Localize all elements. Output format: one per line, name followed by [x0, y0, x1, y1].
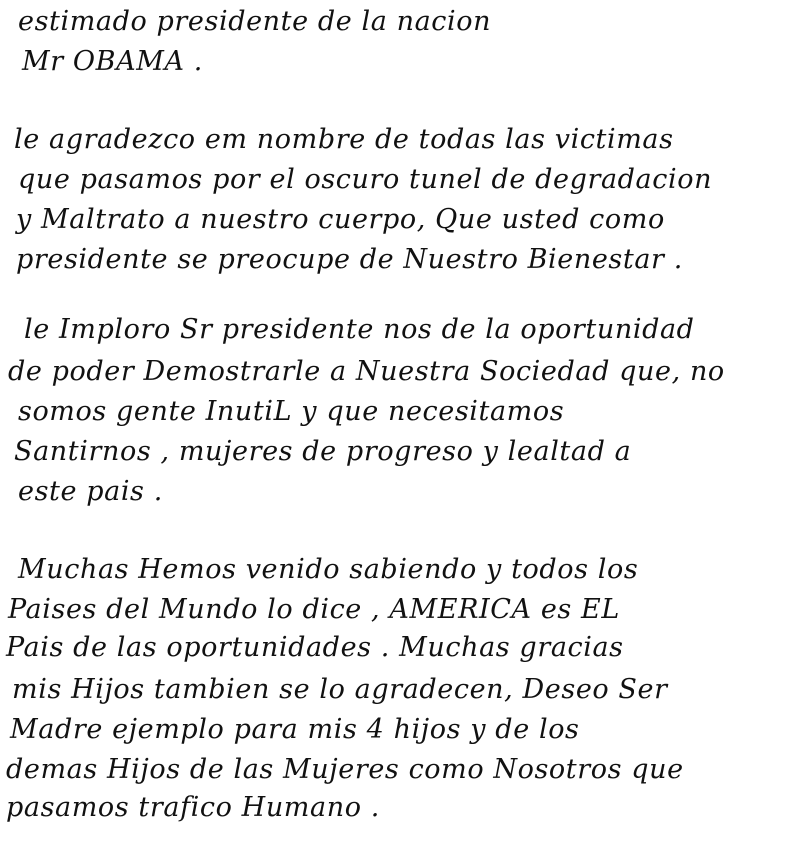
- paragraph-line: que pasamos por el oscuro tunel de degradacion: [18, 164, 713, 195]
- paragraph-line: le agradezco em nombre de todas las victimas: [14, 124, 674, 155]
- paragraph-line: Paises del Mundo lo dice , AMERICA es EL: [8, 594, 620, 625]
- paragraph-line: Pais de las oportunidades . Muchas gracias: [6, 632, 624, 663]
- paragraph-line: Santirnos , mujeres de progreso y lealtad a: [14, 436, 632, 467]
- paragraph-line: somos gente InutiL y que necesitamos: [18, 396, 565, 427]
- paragraph-line: Madre ejemplo para mis 4 hijos y de los: [10, 714, 580, 745]
- paragraph-line: mis Hijos tambien se lo agradecen, Deseo Ser: [12, 674, 668, 705]
- paragraph-line: presidente se preocupe de Nuestro Bienestar .: [16, 244, 683, 275]
- paragraph-line: y Maltrato a nuestro cuerpo, Que usted como: [16, 204, 665, 235]
- addressee-line: Mr OBAMA .: [22, 46, 203, 77]
- paragraph-line: de poder Demostrarle a Nuestra Sociedad que, no: [8, 356, 725, 387]
- paragraph-line: demas Hijos de las Mujeres como Nosotros que: [6, 754, 684, 785]
- paragraph-line: este pais .: [18, 476, 163, 507]
- greeting-line: estimado presidente de la nacion: [18, 6, 492, 37]
- paragraph-line: pasamos trafico Humano .: [6, 792, 380, 823]
- paragraph-line: le Imploro Sr presidente nos de la oportunidad: [24, 314, 695, 345]
- paragraph-line: Muchas Hemos venido sabiendo y todos los: [18, 554, 639, 585]
